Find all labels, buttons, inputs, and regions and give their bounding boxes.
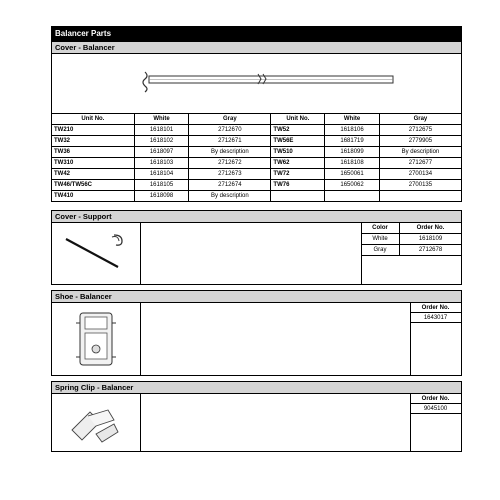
gray-cell: 2712675 bbox=[379, 125, 461, 136]
gray-cell bbox=[379, 191, 461, 202]
gray-cell: 2712670 bbox=[189, 125, 271, 136]
table-row bbox=[361, 245, 461, 256]
table-row bbox=[52, 136, 462, 147]
unit-no-cell: TW510 bbox=[271, 147, 325, 158]
unit-no-cell: TW56E bbox=[271, 136, 325, 147]
unit-no-cell: TW76 bbox=[271, 180, 325, 191]
table-header-row bbox=[361, 223, 461, 234]
white-cell: 1650062 bbox=[325, 180, 380, 191]
column-header: Unit No. bbox=[271, 114, 325, 125]
white-cell: 1650061 bbox=[325, 169, 380, 180]
gray-cell: 2712673 bbox=[189, 169, 271, 180]
color-cell: Gray bbox=[361, 245, 400, 256]
white-cell: 1681719 bbox=[325, 136, 380, 147]
section-heading-shoe-balancer: Shoe - Balancer bbox=[51, 290, 462, 303]
order-no-value: 1643017 bbox=[410, 313, 461, 323]
gray-cell: 2700135 bbox=[379, 180, 461, 191]
section-heading-cover-support: Cover - Support bbox=[51, 210, 462, 223]
column-header: White bbox=[134, 114, 189, 125]
page-title: Balancer Parts bbox=[51, 26, 462, 41]
order-no-header: Order No. bbox=[410, 303, 461, 313]
order-no-cell: 1618109 bbox=[400, 234, 461, 245]
white-cell: 1618103 bbox=[134, 158, 189, 169]
column-header: Gray bbox=[379, 114, 461, 125]
table-row bbox=[52, 147, 462, 158]
gray-cell: 2712671 bbox=[189, 136, 271, 147]
white-cell: 1618106 bbox=[325, 125, 380, 136]
white-cell: 1618101 bbox=[134, 125, 189, 136]
cover-balancer-image-area bbox=[51, 53, 462, 114]
cover-support-order-table bbox=[361, 223, 461, 256]
section-heading-cover-balancer: Cover - Balancer bbox=[51, 41, 462, 54]
white-cell: 1618102 bbox=[134, 136, 189, 147]
white-cell: 1618108 bbox=[325, 158, 380, 169]
gray-cell: 2779905 bbox=[379, 136, 461, 147]
section-heading-spring-clip: Spring Clip - Balancer bbox=[51, 381, 462, 394]
unit-no-cell bbox=[271, 191, 325, 202]
gray-cell: 2712674 bbox=[189, 180, 271, 191]
column-header: White bbox=[325, 114, 380, 125]
table-row bbox=[52, 125, 462, 136]
unit-no-cell: TW42 bbox=[52, 169, 135, 180]
unit-no-cell: TW46/TW56C bbox=[52, 180, 135, 191]
column-header: Gray bbox=[189, 114, 271, 125]
spring-clip-illustration bbox=[52, 394, 140, 451]
unit-no-cell: TW32 bbox=[52, 136, 135, 147]
cover-support-illustration bbox=[52, 223, 140, 284]
unit-no-cell: TW310 bbox=[52, 158, 135, 169]
gray-cell: By description bbox=[379, 147, 461, 158]
order-no-cell: 2712678 bbox=[400, 245, 461, 256]
order-no-value: 9045100 bbox=[410, 404, 461, 414]
column-header: Order No. bbox=[400, 223, 461, 234]
table-row bbox=[361, 234, 461, 245]
table-row bbox=[52, 158, 462, 169]
unit-no-cell: TW62 bbox=[271, 158, 325, 169]
gray-cell: 2712672 bbox=[189, 158, 271, 169]
gray-cell: 2712677 bbox=[379, 158, 461, 169]
unit-no-cell: TW36 bbox=[52, 147, 135, 158]
white-cell: 1618097 bbox=[134, 147, 189, 158]
white-cell: 1618104 bbox=[134, 169, 189, 180]
order-no-header: Order No. bbox=[410, 394, 461, 404]
cover-balancer-illustration bbox=[52, 54, 463, 114]
gray-cell: By description bbox=[189, 147, 271, 158]
unit-no-cell: TW52 bbox=[271, 125, 325, 136]
unit-no-cell: TW410 bbox=[52, 191, 135, 202]
gray-cell: By description bbox=[189, 191, 271, 202]
white-cell: 1618098 bbox=[134, 191, 189, 202]
white-cell: 1618099 bbox=[325, 147, 380, 158]
cover-balancer-table bbox=[51, 113, 462, 202]
column-header: Color bbox=[361, 223, 400, 234]
table-row bbox=[52, 191, 462, 202]
cover-support-panel bbox=[51, 222, 462, 285]
gray-cell: 2700134 bbox=[379, 169, 461, 180]
unit-no-cell: TW210 bbox=[52, 125, 135, 136]
white-cell bbox=[325, 191, 380, 202]
shoe-balancer-panel bbox=[51, 302, 462, 376]
unit-no-cell: TW72 bbox=[271, 169, 325, 180]
table-row bbox=[52, 169, 462, 180]
color-cell: White bbox=[361, 234, 400, 245]
column-header: Unit No. bbox=[52, 114, 135, 125]
shoe-balancer-illustration bbox=[52, 303, 140, 375]
white-cell: 1618105 bbox=[134, 180, 189, 191]
table-row bbox=[52, 180, 462, 191]
table-header-row bbox=[52, 114, 462, 125]
spring-clip-panel bbox=[51, 393, 462, 452]
